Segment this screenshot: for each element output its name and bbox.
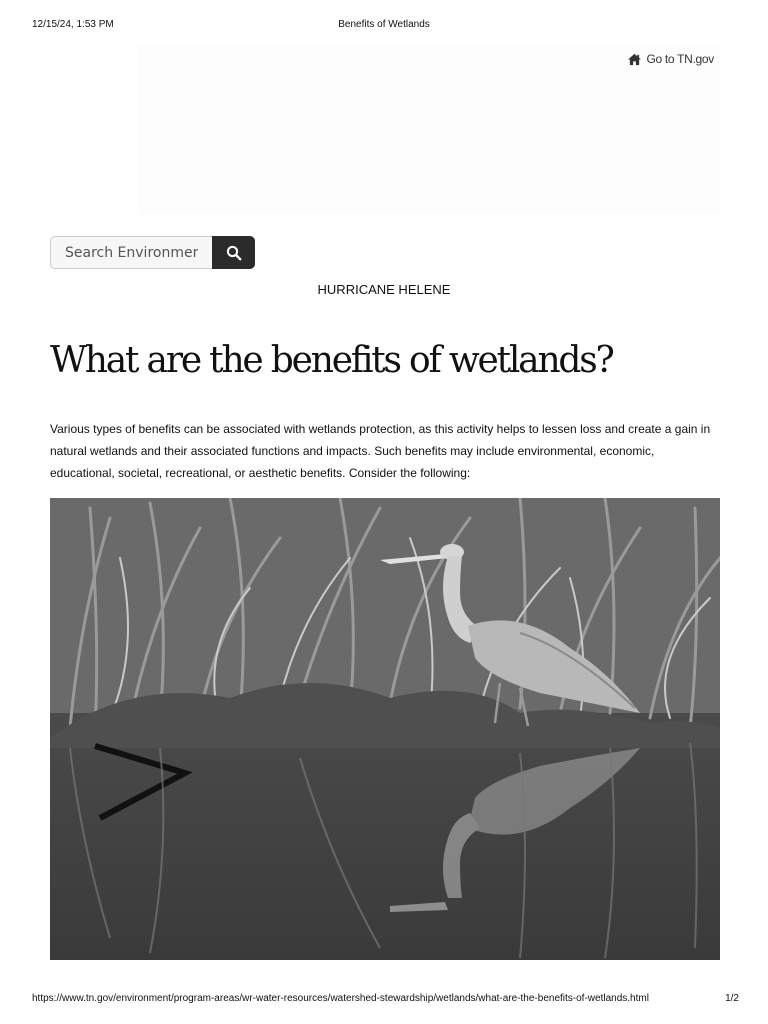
home-icon: [627, 53, 642, 66]
print-datetime: 12/15/24, 1:53 PM: [32, 19, 114, 30]
intro-paragraph: Various types of benefits can be associated with wetlands protection, as this activity helps to lessen loss and create a gain in natural wetlands and their associated functions and impacts. Such benefits may include environmental, economic, educational, societal, recreational, or aesthetic benefits. Consider the following:: [50, 422, 711, 480]
page-title: What are the benefits of wetlands?: [50, 340, 613, 381]
search-button[interactable]: [212, 236, 255, 269]
print-header: [0, 19, 768, 33]
search-input[interactable]: [50, 236, 212, 269]
print-footer: [0, 993, 768, 1007]
heron-wetland-photo: [50, 498, 720, 960]
print-url: https://www.tn.gov/environment/program-areas/wr-water-resources/watershed-stewardship/wetlands/what-are-the-benefits-of-wetlands.html: [32, 993, 649, 1004]
header-banner: [138, 44, 720, 214]
go-to-tn-label: Go to TN.gov: [646, 52, 714, 66]
print-doc-title: Benefits of Wetlands: [338, 19, 430, 30]
search-icon: [226, 245, 242, 261]
search-form: [50, 236, 255, 269]
print-page-number: 1/2: [725, 993, 739, 1004]
hurricane-helene-link[interactable]: HURRICANE HELENE: [317, 282, 451, 297]
go-to-tn-link[interactable]: [627, 52, 714, 66]
